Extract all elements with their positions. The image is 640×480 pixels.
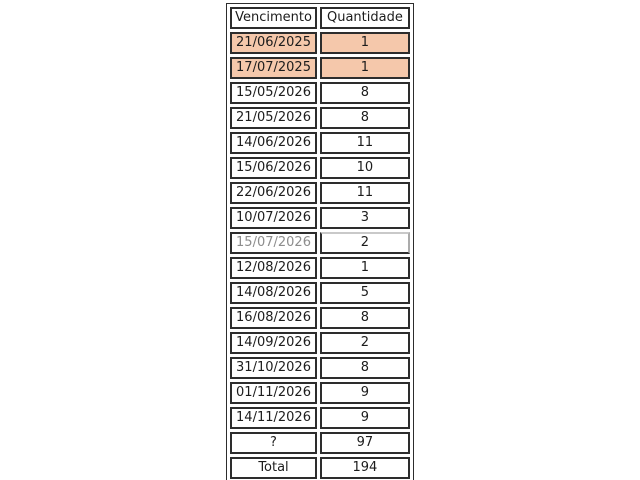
quantidade-cell: 3 [320,207,410,229]
quantidade-cell: 11 [320,132,410,154]
vencimento-cell: 12/08/2026 [230,257,317,279]
quantidade-cell: 8 [320,107,410,129]
table-row [230,157,410,179]
vencimento-cell: 15/07/2026 [230,232,317,254]
vencimento-cell: 31/10/2026 [230,357,317,379]
table-row [230,382,410,404]
vencimento-cell: 14/09/2026 [230,332,317,354]
vencimento-cell: Total [230,457,317,479]
vencimento-cell: 14/11/2026 [230,407,317,429]
quantidade-cell: 10 [320,157,410,179]
vencimento-cell: 14/06/2026 [230,132,317,154]
table-body [230,32,410,479]
table-row [230,182,410,204]
table-row [230,232,410,254]
quantidade-cell: 9 [320,407,410,429]
table-row [230,332,410,354]
table-row [230,132,410,154]
vencimento-cell: 15/05/2026 [230,82,317,104]
quantidade-cell: 2 [320,232,410,254]
vencimento-cell: 01/11/2026 [230,382,317,404]
table-row [230,307,410,329]
table-row [230,32,410,54]
quantidade-cell: 5 [320,282,410,304]
quantidade-cell: 1 [320,32,410,54]
table-row [230,432,410,454]
table-row [230,357,410,379]
table-row [230,257,410,279]
quantidade-cell: 8 [320,307,410,329]
column-header-vencimento: Vencimento [230,7,317,29]
vencimento-cell: 22/06/2026 [230,182,317,204]
table-row [230,57,410,79]
quantidade-cell: 97 [320,432,410,454]
vencimento-cell: 14/08/2026 [230,282,317,304]
total-row [230,457,410,479]
vencimento-cell: 16/08/2026 [230,307,317,329]
quantidade-cell: 8 [320,357,410,379]
table-row [230,282,410,304]
table-row [230,207,410,229]
vencimento-cell: 17/07/2025 [230,57,317,79]
vencimento-cell: ? [230,432,317,454]
table-row [230,107,410,129]
quantidade-cell: 2 [320,332,410,354]
table-row [230,407,410,429]
maturity-table [226,3,414,480]
quantidade-cell: 1 [320,57,410,79]
quantidade-cell: 194 [320,457,410,479]
vencimento-cell: 15/06/2026 [230,157,317,179]
column-header-quantidade: Quantidade [320,7,410,29]
header-row [230,7,410,29]
quantidade-cell: 8 [320,82,410,104]
vencimento-cell: 10/07/2026 [230,207,317,229]
quantidade-cell: 11 [320,182,410,204]
vencimento-cell: 21/06/2025 [230,32,317,54]
table-row [230,82,410,104]
quantidade-cell: 1 [320,257,410,279]
quantidade-cell: 9 [320,382,410,404]
vencimento-cell: 21/05/2026 [230,107,317,129]
